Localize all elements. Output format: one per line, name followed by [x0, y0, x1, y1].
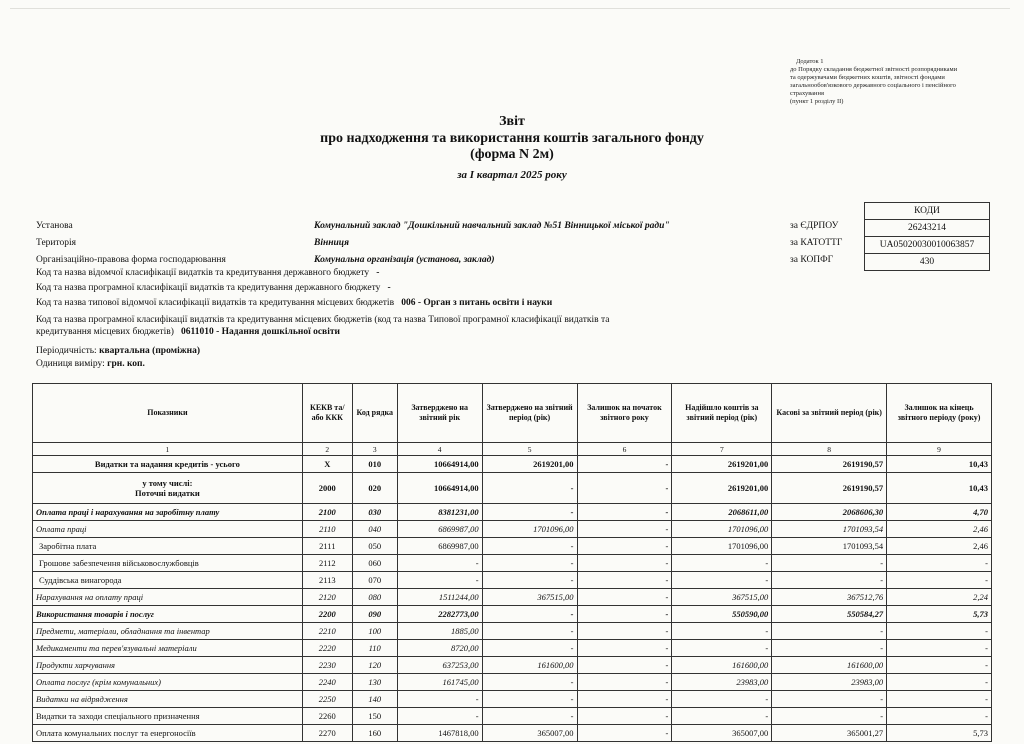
row-approved-period: -	[482, 572, 577, 589]
row-code: 010	[352, 456, 397, 473]
row-code: 160	[352, 725, 397, 742]
col-header: Залишок на кінець звітного періоду (року)	[887, 384, 992, 443]
row-approved-year: 1885,00	[397, 623, 482, 640]
report-period: за I квартал 2025 року	[457, 169, 567, 181]
table-row	[33, 521, 992, 538]
row-approved-year: 1511244,00	[397, 589, 482, 606]
table-header-row	[33, 384, 992, 443]
row-name: Оплата комунальних послуг та енергоносіїв	[33, 725, 303, 742]
col-number: 5	[482, 443, 577, 456]
row-balance-start: -	[577, 657, 672, 674]
row-cash: -	[772, 708, 887, 725]
row-cash: -	[772, 640, 887, 657]
col-header: Затверджено на звітний рік	[397, 384, 482, 443]
periodicity-value: квартальна (проміжна)	[99, 346, 201, 356]
org-form-value: Комунальна організація (установа, заклад)	[314, 255, 495, 265]
row-approved-period: -	[482, 691, 577, 708]
row-balance-start: -	[577, 623, 672, 640]
col-header: Залишок на початок звітного року	[577, 384, 672, 443]
table-row	[33, 473, 992, 504]
codes-header: КОДИ	[865, 203, 990, 220]
row-received: 1701096,00	[672, 538, 772, 555]
classification-line-1-text: Код та назва відомчої класифікації видатків та кредитування державного бюджету	[36, 268, 370, 278]
row-kekv: 2200	[302, 606, 352, 623]
row-cash: 1701093,54	[772, 521, 887, 538]
row-balance-end: -	[887, 623, 992, 640]
row-received: 1701096,00	[672, 521, 772, 538]
row-cash: -	[772, 572, 887, 589]
row-kekv: 2113	[302, 572, 352, 589]
row-received: 365007,00	[672, 725, 772, 742]
row-balance-start: -	[577, 606, 672, 623]
row-name: Видатки та надання кредитів - усього	[33, 456, 303, 473]
row-balance-end: -	[887, 555, 992, 572]
row-balance-start: -	[577, 504, 672, 521]
row-cash: 23983,00	[772, 674, 887, 691]
row-approved-year: 1467818,00	[397, 725, 482, 742]
row-approved-period: -	[482, 504, 577, 521]
col-header: Код рядка	[352, 384, 397, 443]
unit	[36, 359, 145, 369]
row-name: Видатки та заходи спеціального призначення	[33, 708, 303, 725]
row-approved-period: 2619201,00	[482, 456, 577, 473]
row-approved-period: -	[482, 555, 577, 572]
table-row	[33, 572, 992, 589]
col-header: Надійшло коштів за звітний період (рік)	[672, 384, 772, 443]
row-kekv: 2250	[302, 691, 352, 708]
row-name: Нарахування на оплату праці	[33, 589, 303, 606]
row-code: 110	[352, 640, 397, 657]
katottg-code: UA05020030010063857	[865, 237, 990, 254]
row-cash: -	[772, 555, 887, 572]
table-row	[33, 623, 992, 640]
row-received: 2068611,00	[672, 504, 772, 521]
row-approved-period: -	[482, 538, 577, 555]
classification-line-2-text: Код та назва програмної класифікації видатків та кредитування державного бюджету	[36, 283, 381, 293]
row-kekv: 2110	[302, 521, 352, 538]
row-cash: -	[772, 691, 887, 708]
row-balance-end: -	[887, 674, 992, 691]
appendix-note	[790, 58, 995, 106]
col-header: Затверджено на звітний період (рік)	[482, 384, 577, 443]
col-number: 3	[352, 443, 397, 456]
kopfg-code: 430	[865, 254, 990, 271]
row-balance-start: -	[577, 473, 672, 504]
table-row	[33, 606, 992, 623]
row-code: 150	[352, 708, 397, 725]
row-approved-year: 10664914,00	[397, 456, 482, 473]
row-received: 550590,00	[672, 606, 772, 623]
row-balance-end: -	[887, 640, 992, 657]
row-approved-period: 1701096,00	[482, 521, 577, 538]
row-received: -	[672, 708, 772, 725]
row-code: 050	[352, 538, 397, 555]
row-received: -	[672, 623, 772, 640]
row-received: 2619201,00	[672, 473, 772, 504]
note-line: загальнообов'язкового державного соціального і пенсійного	[790, 82, 956, 89]
table-row	[33, 589, 992, 606]
row-balance-start: -	[577, 572, 672, 589]
row-kekv: 2000	[302, 473, 352, 504]
row-balance-start: -	[577, 640, 672, 657]
row-balance-end: 2,46	[887, 521, 992, 538]
row-approved-year: 637253,00	[397, 657, 482, 674]
row-received: -	[672, 572, 772, 589]
row-name: Заробітна плата	[33, 538, 303, 555]
row-balance-end: 2,46	[887, 538, 992, 555]
row-code: 120	[352, 657, 397, 674]
row-balance-start: -	[577, 589, 672, 606]
classification-line-4a: Код та назва програмної класифікації видатків та кредитування місцевих бюджетів (код та назва Типової програмної класифікації видатків та	[36, 315, 610, 325]
row-name: Медикаменти та перев'язувальні матеріали	[33, 640, 303, 657]
row-balance-start: -	[577, 691, 672, 708]
row-balance-end: 10,43	[887, 456, 992, 473]
row-balance-start: -	[577, 708, 672, 725]
row-kekv: X	[302, 456, 352, 473]
row-approved-year: 8720,00	[397, 640, 482, 657]
col-number: 4	[397, 443, 482, 456]
table-row	[33, 456, 992, 473]
table-row	[33, 691, 992, 708]
row-code: 020	[352, 473, 397, 504]
row-balance-end: 4,70	[887, 504, 992, 521]
row-cash: 1701093,54	[772, 538, 887, 555]
row-name: Грошове забезпечення військовослужбовців	[33, 555, 303, 572]
row-approved-period: -	[482, 708, 577, 725]
row-kekv: 2112	[302, 555, 352, 572]
row-approved-year: 6869987,00	[397, 538, 482, 555]
row-kekv: 2220	[302, 640, 352, 657]
note-line: (пункт 1 розділу II)	[790, 98, 844, 105]
row-code: 100	[352, 623, 397, 640]
col-header: Касові за звітний період (рік)	[772, 384, 887, 443]
row-approved-year: -	[397, 555, 482, 572]
row-balance-start: -	[577, 521, 672, 538]
table-row	[33, 708, 992, 725]
row-code: 090	[352, 606, 397, 623]
table-row	[33, 640, 992, 657]
classification-line-2-value: -	[387, 283, 391, 293]
row-approved-period: 367515,00	[482, 589, 577, 606]
col-number: 2	[302, 443, 352, 456]
row-cash: -	[772, 623, 887, 640]
row-approved-period: -	[482, 606, 577, 623]
row-name: Продукти харчування	[33, 657, 303, 674]
note-line: Додаток 1	[796, 58, 824, 65]
col-header: Показники	[33, 384, 303, 443]
col-number: 6	[577, 443, 672, 456]
row-balance-start: -	[577, 456, 672, 473]
row-name: Предмети, матеріали, обладнання та інвентар	[33, 623, 303, 640]
table-row	[33, 555, 992, 572]
row-code: 040	[352, 521, 397, 538]
classification-line-1-value: -	[376, 268, 380, 278]
unit-value: грн. коп.	[107, 359, 145, 369]
row-name: у тому числі: Поточні видатки	[33, 473, 303, 504]
report-table	[32, 383, 992, 742]
col-number: 8	[772, 443, 887, 456]
scan-edge	[10, 0, 1010, 9]
territory-label: Територія	[36, 238, 77, 248]
row-balance-end: 5,73	[887, 606, 992, 623]
row-approved-year: 161745,00	[397, 674, 482, 691]
row-balance-start: -	[577, 725, 672, 742]
col-number: 1	[33, 443, 303, 456]
institution-label: Установа	[36, 221, 73, 231]
row-balance-end: -	[887, 657, 992, 674]
row-cash: 2068606,30	[772, 504, 887, 521]
row-balance-end: -	[887, 572, 992, 589]
edrpou-code: 26243214	[865, 220, 990, 237]
row-approved-period: 161600,00	[482, 657, 577, 674]
row-approved-year: 6869987,00	[397, 521, 482, 538]
row-balance-end: 10,43	[887, 473, 992, 504]
table-row	[33, 538, 992, 555]
note-line: до Порядку складання бюджетної звітності розпорядниками	[790, 66, 958, 73]
institution-value: Комунальний заклад "Дошкільний навчальний заклад №51 Вінницької міської ради"	[314, 221, 670, 231]
note-line: та одержувачами бюджетних коштів, звітності фондами	[790, 74, 945, 81]
row-received: -	[672, 640, 772, 657]
row-received: -	[672, 555, 772, 572]
row-name: Суддівська винагорода	[33, 572, 303, 589]
row-approved-year: 10664914,00	[397, 473, 482, 504]
kopfg-label: за КОПФГ	[790, 255, 834, 265]
row-kekv: 2120	[302, 589, 352, 606]
row-approved-year: 2282773,00	[397, 606, 482, 623]
report-title: Звіт	[499, 114, 525, 129]
table-row	[33, 674, 992, 691]
row-balance-end: 5,73	[887, 725, 992, 742]
row-code: 080	[352, 589, 397, 606]
row-code: 070	[352, 572, 397, 589]
row-approved-year: 8381231,00	[397, 504, 482, 521]
periodicity-label: Періодичність:	[36, 346, 97, 356]
row-name: Оплата послуг (крім комунальних)	[33, 674, 303, 691]
row-cash: 365001,27	[772, 725, 887, 742]
row-cash: 550584,27	[772, 606, 887, 623]
katottg-label: за КАТОТТГ	[790, 238, 843, 248]
table-row	[33, 725, 992, 742]
classification-line-3-value: 006 - Орган з питань освіти і науки	[401, 298, 553, 308]
row-kekv: 2260	[302, 708, 352, 725]
row-cash: 367512,76	[772, 589, 887, 606]
row-balance-end: -	[887, 691, 992, 708]
table-row	[33, 657, 992, 674]
row-name: Видатки на відрядження	[33, 691, 303, 708]
classification-line-4-value: 0611010 - Надання дошкільної освіти	[181, 327, 340, 337]
unit-label: Одиниця виміру:	[36, 359, 105, 369]
row-received: 161600,00	[672, 657, 772, 674]
row-approved-period: -	[482, 473, 577, 504]
col-number: 9	[887, 443, 992, 456]
classification-line-3	[36, 298, 552, 308]
row-kekv: 2230	[302, 657, 352, 674]
row-approved-year: -	[397, 691, 482, 708]
col-header: КЕКВ та/або ККК	[302, 384, 352, 443]
row-approved-period: -	[482, 674, 577, 691]
row-approved-year: -	[397, 572, 482, 589]
row-name: Оплата праці	[33, 521, 303, 538]
row-balance-end: 2,24	[887, 589, 992, 606]
row-balance-start: -	[577, 674, 672, 691]
row-received: 2619201,00	[672, 456, 772, 473]
row-balance-start: -	[577, 555, 672, 572]
row-balance-end: -	[887, 708, 992, 725]
row-kekv: 2100	[302, 504, 352, 521]
row-name: Використання товарів і послуг	[33, 606, 303, 623]
row-approved-year: -	[397, 708, 482, 725]
report-subtitle: про надходження та використання коштів загального фонду	[320, 131, 704, 146]
edrpou-label: за ЄДРПОУ	[790, 221, 839, 231]
row-received: 23983,00	[672, 674, 772, 691]
row-code: 130	[352, 674, 397, 691]
form-number: (форма N 2м)	[470, 147, 554, 162]
col-number: 7	[672, 443, 772, 456]
row-approved-period: 365007,00	[482, 725, 577, 742]
classification-line-3-text: Код та назва типової відомчої класифікації видатків та кредитування місцевих бюджетів	[36, 298, 395, 308]
row-kekv: 2210	[302, 623, 352, 640]
row-approved-period: -	[482, 623, 577, 640]
row-cash: 2619190,57	[772, 473, 887, 504]
row-kekv: 2270	[302, 725, 352, 742]
row-kekv: 2240	[302, 674, 352, 691]
row-cash: 161600,00	[772, 657, 887, 674]
classification-line-4b-text: кредитування місцевих бюджетів)	[36, 327, 174, 337]
classification-line-4	[36, 327, 340, 337]
row-balance-start: -	[577, 538, 672, 555]
classification-line-1	[36, 268, 379, 278]
row-name: Оплата праці і нарахування на заробітну плату	[33, 504, 303, 521]
note-line: страхування	[790, 90, 825, 97]
table-row	[33, 504, 992, 521]
row-received: -	[672, 691, 772, 708]
org-form-label: Організаційно-правова форма господарювання	[36, 255, 226, 265]
row-approved-period: -	[482, 640, 577, 657]
territory-value: Вінниця	[314, 238, 349, 248]
row-cash: 2619190,57	[772, 456, 887, 473]
row-code: 140	[352, 691, 397, 708]
classification-line-2	[36, 283, 391, 293]
row-code: 060	[352, 555, 397, 572]
periodicity	[36, 346, 200, 356]
codes-table	[864, 202, 990, 271]
row-received: 367515,00	[672, 589, 772, 606]
row-code: 030	[352, 504, 397, 521]
row-kekv: 2111	[302, 538, 352, 555]
column-number-row	[33, 443, 992, 456]
